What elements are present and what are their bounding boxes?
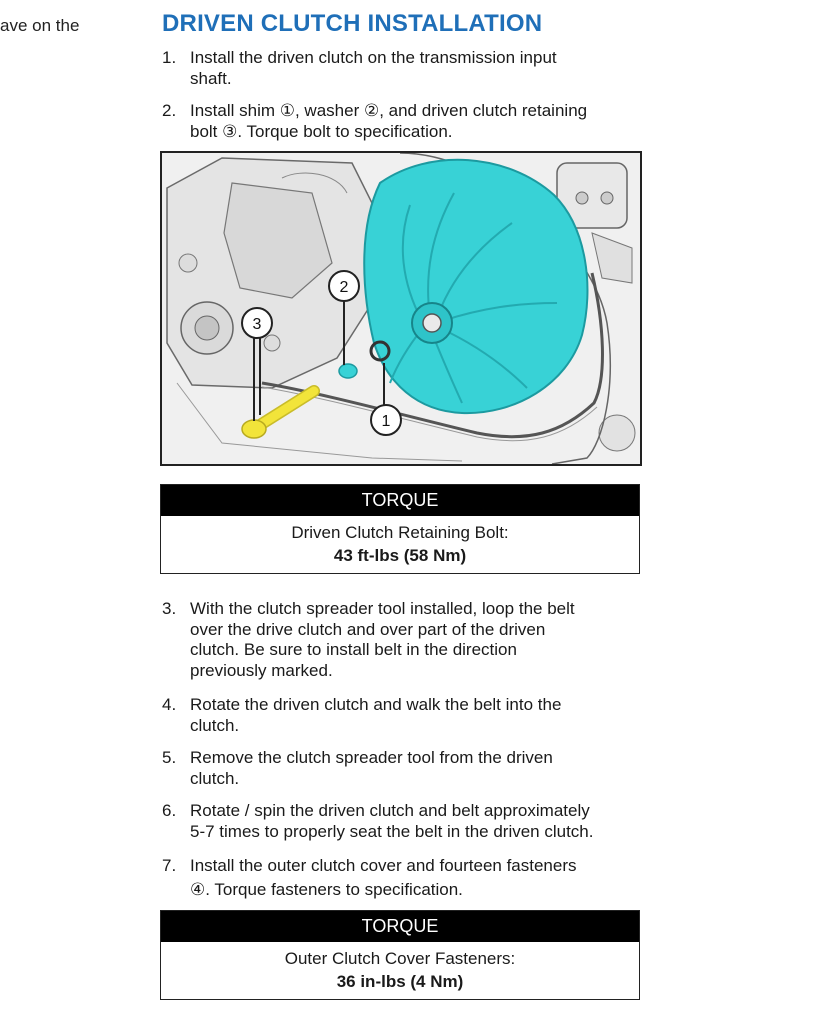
callout-3 (242, 308, 272, 338)
callout-2 (329, 271, 359, 301)
step-number: 5. (162, 748, 177, 767)
torque-header: TORQUE (161, 485, 639, 516)
torque-item: Outer Clutch Cover Fasteners: (284, 949, 516, 968)
step-line: over the drive clutch and over part of the driven (190, 619, 546, 639)
step-line: 5-7 times to properly seat the belt in the driven clutch. (190, 821, 594, 841)
step-2 (162, 101, 652, 142)
svg-text:2: 2 (339, 279, 349, 296)
previous-column-fragment: ave on the (0, 16, 80, 35)
step-number: 2. (162, 101, 177, 120)
step-number: 4. (162, 695, 177, 714)
step-number: 3. (162, 599, 177, 618)
step-3 (162, 599, 652, 681)
step-number: 7. (162, 856, 177, 875)
step-line: Rotate / spin the driven clutch and belt approximately (190, 801, 590, 820)
step-line: previously marked. (190, 660, 333, 680)
step-line: Install the outer clutch cover and fourteen fasteners (190, 856, 577, 875)
section-title: DRIVEN CLUTCH INSTALLATION (162, 10, 543, 37)
torque-table-cover-fasteners (160, 910, 640, 1000)
step-line: Rotate the driven clutch and walk the belt into the (190, 695, 562, 714)
step-line: Install shim ①, washer ②, and driven clutch retaining (190, 101, 588, 120)
step-line: ④. Torque fasteners to specification. (190, 880, 463, 899)
step-line: shaft. (190, 68, 232, 88)
callout-1 (371, 405, 401, 435)
step-line: clutch. (190, 715, 240, 735)
step-5 (162, 748, 652, 789)
step-4 (162, 695, 652, 736)
driven-clutch-illustration (160, 151, 642, 466)
torque-value: 43 ft-lbs (58 Nm) (333, 546, 467, 565)
torque-table-retaining-bolt (160, 484, 640, 574)
torque-item: Driven Clutch Retaining Bolt: (291, 523, 509, 542)
step-line: bolt ③. Torque bolt to specification. (190, 121, 453, 141)
step-6 (162, 801, 652, 842)
svg-text:3: 3 (252, 316, 262, 333)
step-line: clutch. Be sure to install belt in the direction (190, 640, 517, 659)
torque-value: 36 in-lbs (4 Nm) (336, 972, 464, 991)
step-line: clutch. (190, 768, 240, 788)
step-line: Install the driven clutch on the transmission input (190, 48, 557, 67)
step-line: With the clutch spreader tool installed, loop the belt (190, 599, 575, 618)
torque-header: TORQUE (161, 911, 639, 942)
step-number: 6. (162, 801, 177, 820)
svg-text:1: 1 (381, 413, 391, 430)
step-7 (162, 854, 652, 902)
step-1 (162, 48, 652, 89)
step-line: Remove the clutch spreader tool from the driven (190, 748, 553, 767)
step-number: 1. (162, 48, 177, 67)
